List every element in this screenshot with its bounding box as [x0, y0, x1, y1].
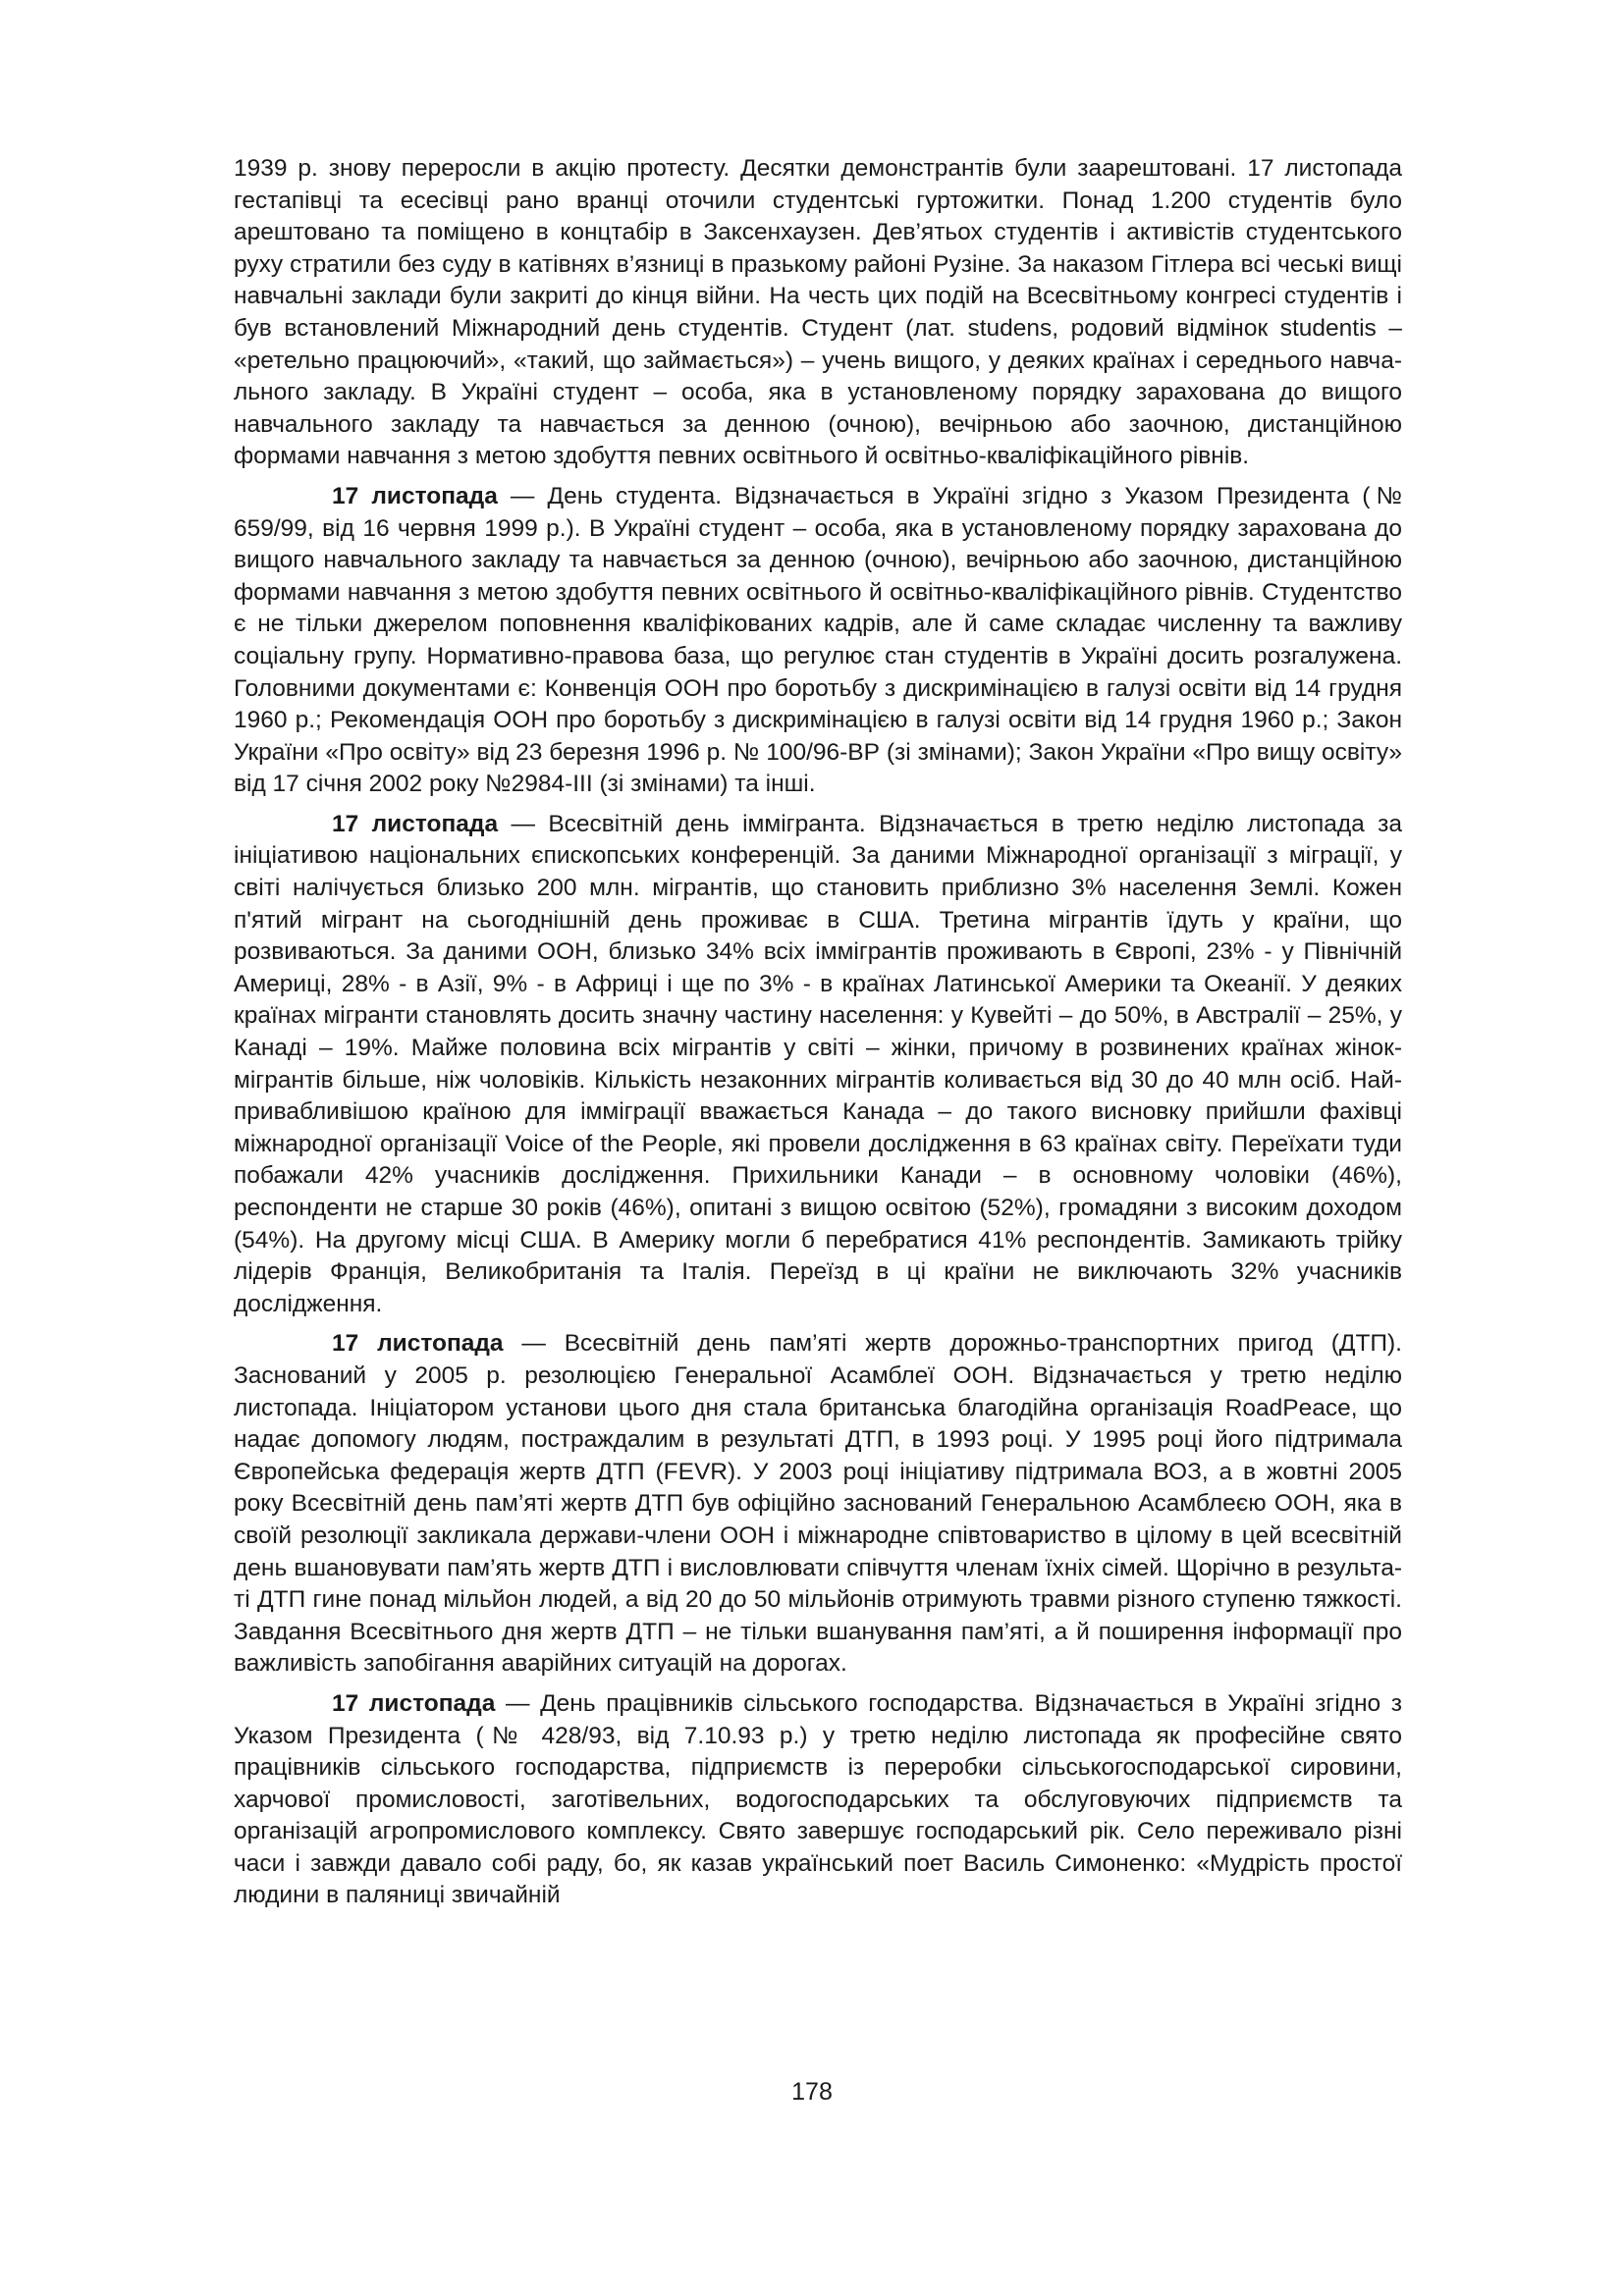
paragraph-5	[234, 1688, 1402, 1912]
paragraph-2	[234, 481, 1402, 801]
page-body	[234, 153, 1402, 1920]
paragraph-1	[234, 153, 1402, 473]
paragraph-4-lead: 17 листопада	[332, 1330, 504, 1358]
paragraph-5-text: — День працівників сільського господарства. Відзначається в Україні згідно з Указом Президента (№ 428/93, від 7.10.93 р.) у третю неділю листопада як професійне свято працівників сільського господарства, підприємств із переробки сільськогосподарської сировини, харчової промисловості, заготівельних, водогосподарських та обслуговуючих підприємств та організацій агропромислового комплексу. Свято завершує господарський рік. Село переживало різні часи і завжди давало собі раду, бо, як казав український поет Василь Симоненко: «Мудрість простої людини в паляниці звичайній	[234, 1689, 1402, 1909]
paragraph-3	[234, 809, 1402, 1321]
paragraph-2-lead: 17 листопада	[332, 482, 498, 509]
paragraph-3-text: — Всесвітній день іммігранта. Відзначається в третю неділю листопада за ініціативою національних єпископських конференцій. За даними Міжнародної організації з міграції, у світі налічується близько 200 млн. мігрантів, що становить приблизно 3% населення Землі. Кожен п'ятий мігрант на сьогоднішній день проживає в США. Третина мігрантів їдуть у країни, що розвиваються. За даними ООН, близько 34% всіх іммігрантів проживають в Європі, 23% - у Північній Америці, 28% - в Азії, 9% - в Африці і ще по 3% - в країнах Латинської Америки та Океанії. У деяких країнах мігранти становлять досить значну частину населення: у Кувейті – до 50%, в Австралії – 25%, у Канаді – 19%. Майже половина всіх мігрантів у світі – жінки, причому в розвинених країнах жінок-мігрантів більше, ніж чоловіків. Кількість незаконних мігрантів коливається від 30 до 40 млн осіб. Найпривабливішою країною для імміграції вважається Канада – до такого висновку прийшли фахівці міжнародної організації Voice of the People, які провели дослідження в 63 країнах світу. Переїхати туди побажали 42% учасників дослідження. Прихильники Канади – в основному чоловіки (46%), респонденти не старше 30 років (46%), опитані з вищою освітою (52%), громадяни з високим доходом (54%). На другому місці США. В Америку могли б перебратися 41% респондентів. Замикають трійку лідерів Франція, Великобританія та Італія. Переїзд в ці країни не виключають 32% учасників дослідження.	[234, 810, 1402, 1317]
paragraph-4	[234, 1328, 1402, 1681]
page-number: 178	[791, 2078, 833, 2106]
paragraph-5-lead: 17 листопада	[332, 1689, 496, 1717]
paragraph-1-text: 1939 р. знову переросли в акцію протесту. Десятки демонстрантів були заарештовані. 17 листопада гестапівці та есесівці рано вранці оточили студентські гуртожитки. Понад 1.200 студентів було арештовано та поміщено в концтабір в Заксенхаузен. Дев’ятьох студентів і активістів студентського руху стратили без суду в катівнях в’язниці в празькому районі Рузіне. За наказом Гітлера всі чеські вищі навчальні заклади були закриті до кінця війни. На честь цих подій на Всесвітньому конгресі студентів і був встановлений Міжнародний день студентів. Студент (лат. studens, родовий відмінок studentis – «ретельно працюючий», «такий, що займається») – учень вищого, у деяких країнах і середнього навчального закладу. В Україні студент – особа, яка в установленому порядку зарахована до вищого навчального закладу та навчається за денною (очною), вечірньою або заочною, дистанційною формами навчання з метою здобуття певних освітнього й освітньо-кваліфікаційного рівнів.	[234, 155, 1402, 470]
paragraph-3-lead: 17 листопада	[332, 810, 499, 837]
paragraph-4-text: — Всесвітній день пам’яті жертв дорожньо-транспортних пригод (ДТП). Заснований у 2005 р. резолюцією Генеральної Асамблеї ООН. Відзначається у третю неділю листопада. Ініціатором установи цього дня стала британська благодійна організація RoadPeace, що надає допомогу людям, постраждалим в результаті ДТП, в 1993 році. У 1995 році його підтримала Європейська федерація жертв ДТП (FEVR). У 2003 році ініціативу підтримала ВОЗ, а в жовтні 2005 року Всесвітній день пам’яті жертв ДТП був офіційно заснований Генеральною Асамблеєю ООН, яка в своїй резолюції закликала держави-члени ООН і міжнародне співтовариство в цілому в цей всесвітній день вшановувати пам’ять жертв ДТП і висловлювати співчуття членам їхніх сімей. Щорічно в результаті ДТП гине понад мільйон людей, а від 20 до 50 мільйонів отримують травми різного ступеню тяжкості. Завдання Всесвітнього дня жертв ДТП – не тільки вшанування пам’яті, а й поширення інформації про важливість запобігання аварійних ситуацій на дорогах.	[234, 1330, 1402, 1678]
paragraph-2-text: — День студента. Відзначається в Україні згідно з Указом Президента (№ 659/99, від 16 червня 1999 р.). В Україні студент – особа, яка в установленому порядку зарахована до вищого навчального закладу та навчається за денною (очною), вечірньою або заочною, дистанційною формами навчання з метою здобуття певних освітнього й освітньо-кваліфікаційного рівнів. Студентство є не тільки джерелом поповнення кваліфікованих кадрів, але й саме складає численну та важливу соціальну групу. Нормативно-правова база, що регулює стан студентів в Україні досить розгалужена. Головними документами є: Конвенція ООН про боротьбу з дискримінацією в галузі освіти від 14 грудня 1960 р.; Рекомендація ООН про боротьбу з дискримінацією в галузі освіти від 14 грудня 1960 р.; Закон України «Про освіту» від 23 березня 1996 р. № 100/96-ВР (зі змінами); Закон України «Про вищу освіту» від 17 січня 2002 року №2984-III (зі змінами) та інші.	[234, 482, 1402, 798]
